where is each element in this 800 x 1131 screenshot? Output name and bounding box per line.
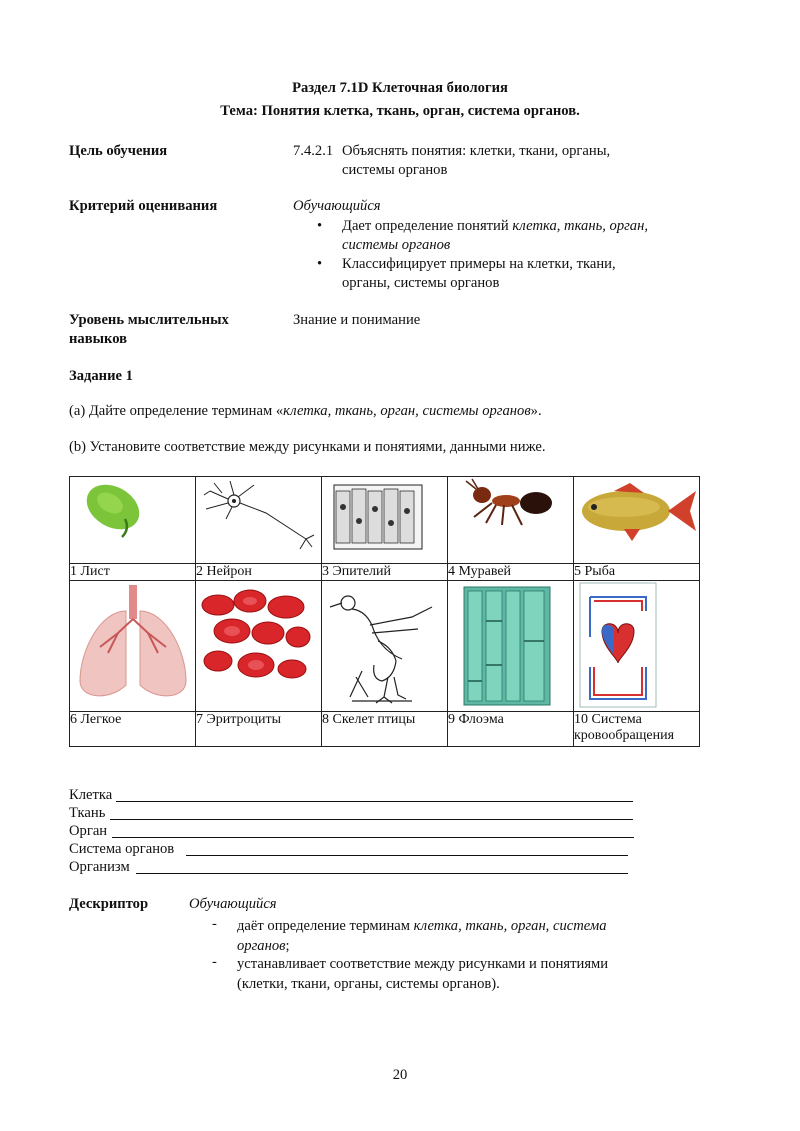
matching-table — [69, 476, 700, 747]
task-a — [69, 403, 542, 420]
level-value: Знание и понимание — [293, 312, 421, 328]
criteria-item-define — [293, 217, 713, 255]
blank-label-organism: Организм — [69, 859, 130, 875]
bird-skeleton-icon — [322, 581, 447, 711]
descriptor-match-line2: (клетки, ткани, органы, системы органов). — [237, 976, 500, 992]
fish-icon — [574, 477, 699, 563]
blank-label-cell: Клетка — [69, 787, 113, 803]
answer-line-cell[interactable] — [116, 801, 633, 802]
task-a-terms: клетка, ткань, орган, системы органов — [283, 403, 531, 419]
descriptor-learner: Обучающийся — [189, 896, 277, 912]
image-erythrocytes — [196, 581, 322, 712]
task-a-end: ». — [530, 403, 542, 419]
caption-4: 4 Муравей — [448, 564, 574, 581]
caption-2: 2 Нейрон — [196, 564, 322, 581]
caption-5: 5 Рыба — [574, 564, 700, 581]
level-label-line2: навыков — [69, 331, 128, 347]
criteria-list — [293, 217, 713, 293]
image-lung — [70, 581, 196, 712]
image-bird-skeleton — [322, 581, 448, 712]
page-number: 20 — [392, 1067, 408, 1083]
level-label-line1: Уровень мыслительных — [69, 312, 229, 328]
phloem-icon — [448, 581, 573, 711]
caption-7: 7 Эритроциты — [196, 712, 322, 747]
descriptor-match-line1: устанавливает соответствие между рисунками и понятиями — [237, 956, 609, 972]
descriptor-item-match-text — [237, 954, 657, 994]
descriptor-define-terms2: органов — [237, 938, 286, 954]
criteria-item-define-text: Дает определение понятий — [342, 218, 513, 234]
criteria-item-define-terms2: системы органов — [342, 237, 451, 253]
caption-6: 6 Легкое — [70, 712, 196, 747]
blank-label-system: Система органов — [69, 841, 175, 857]
image-circulation — [574, 581, 700, 712]
ant-icon — [448, 477, 573, 563]
goal-code: 7.4.2.1 — [293, 143, 334, 159]
descriptor-item-match — [212, 954, 682, 994]
image-phloem — [448, 581, 574, 712]
lung-icon — [70, 581, 195, 711]
caption-1: 1 Лист — [70, 564, 196, 581]
blank-label-organ: Орган — [69, 823, 108, 839]
task-a-text: (a) Дайте определение терминам « — [69, 403, 284, 419]
circulation-icon — [574, 581, 699, 711]
answer-line-organ[interactable] — [112, 837, 634, 838]
image-leaf — [70, 477, 196, 564]
topic-title: Тема: Понятия клетка, ткань, орган, система органов. — [220, 103, 580, 119]
criteria-learner: Обучающийся — [293, 198, 381, 214]
criteria-item-classify-line1: Классифицирует примеры на клетки, ткани, — [342, 256, 616, 272]
caption-8: 8 Скелет птицы — [322, 712, 448, 747]
bullet-icon: • — [317, 218, 323, 234]
task-b: (b) Установите соответствие между рисунками и понятиями, данными ниже. — [69, 439, 546, 455]
answer-line-system[interactable] — [186, 855, 628, 856]
bullet-icon: • — [317, 256, 323, 272]
criteria-item-classify-line2: органы, системы органов — [342, 275, 500, 291]
descriptor-define-end: ; — [285, 938, 290, 954]
caption-10: 10 Система кровообращения — [574, 712, 700, 747]
image-ant — [448, 477, 574, 564]
leaf-icon — [70, 477, 195, 563]
descriptor-define-plain: даёт определение терминам — [237, 918, 414, 934]
epithelium-icon — [322, 477, 447, 563]
caption-9: 9 Флоэма — [448, 712, 574, 747]
goal-text-line1: Объяснять понятия: клетки, ткани, органы, — [342, 143, 611, 159]
descriptor-item-define — [212, 916, 682, 956]
erythrocytes-icon — [196, 581, 321, 711]
dash-icon: - — [212, 916, 217, 932]
blank-label-tissue: Ткань — [69, 805, 106, 821]
dash-icon: - — [212, 954, 217, 970]
goal-text-line2: системы органов — [342, 162, 448, 178]
descriptor-label: Дескриптор — [69, 896, 149, 912]
criteria-label: Критерий оценивания — [69, 198, 218, 214]
section-title: Раздел 7.1D Клеточная биология — [292, 80, 508, 96]
answer-line-tissue[interactable] — [110, 819, 633, 820]
descriptor-item-define-text — [237, 916, 657, 956]
caption-3: 3 Эпителий — [322, 564, 448, 581]
criteria-item-classify — [293, 255, 713, 293]
image-fish — [574, 477, 700, 564]
image-neuron — [196, 477, 322, 564]
neuron-icon — [196, 477, 321, 563]
criteria-item-define-terms: клетка, ткань, орган, — [512, 218, 648, 234]
task-title: Задание 1 — [69, 368, 133, 384]
answer-line-organism[interactable] — [136, 873, 628, 874]
image-epithelium — [322, 477, 448, 564]
goal-label: Цель обучения — [69, 143, 168, 159]
descriptor-define-terms: клетка, ткань, орган, система — [413, 918, 607, 934]
